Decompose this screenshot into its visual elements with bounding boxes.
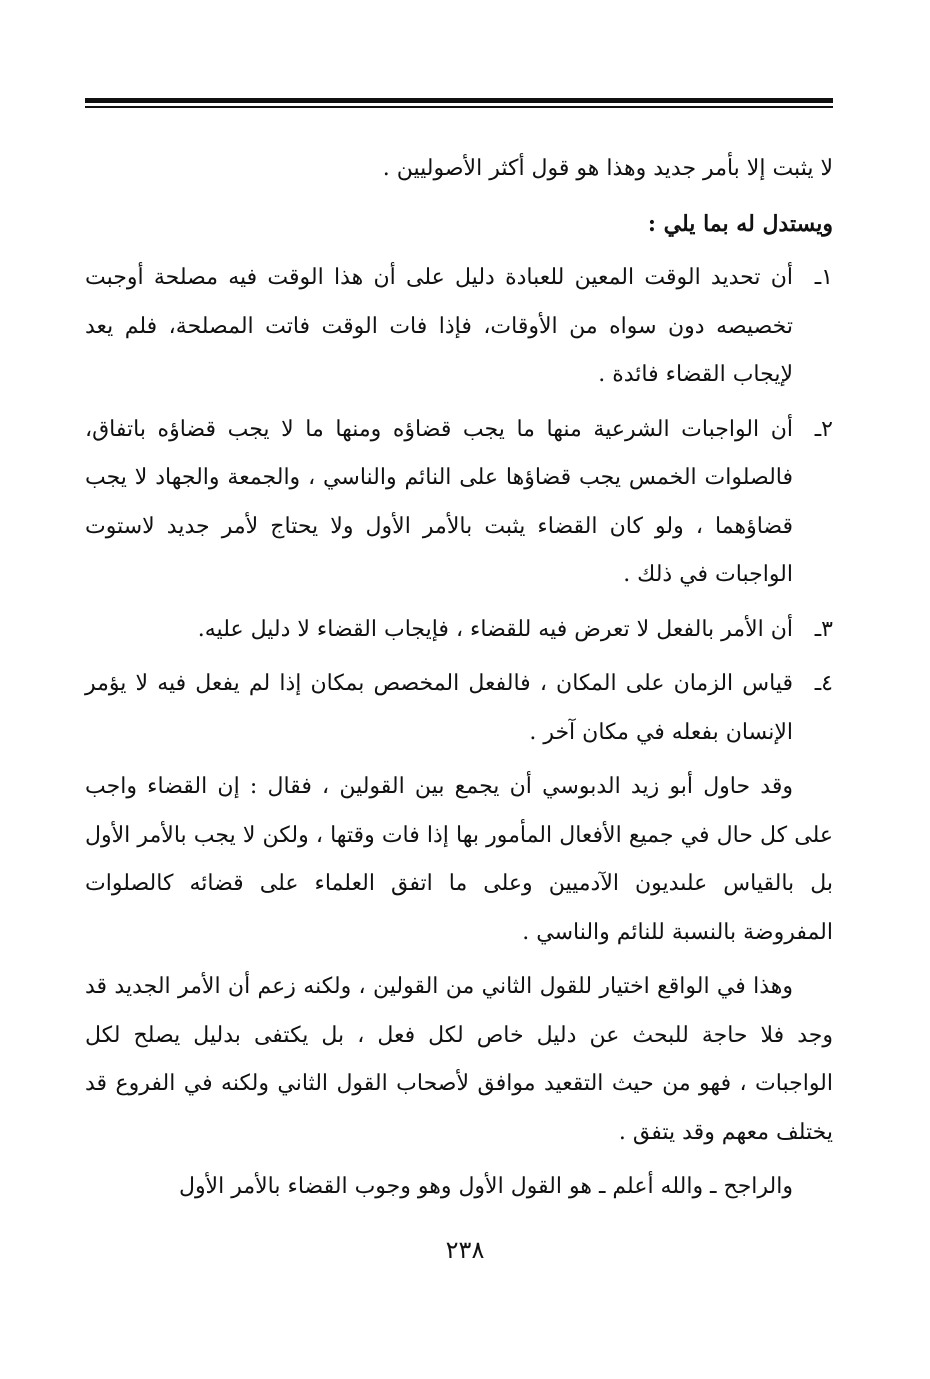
list-item-number: ١ـ <box>814 265 833 290</box>
list-item <box>85 660 833 757</box>
list-item-text: أن الواجبات الشرعية منها ما يجب قضاؤه ومنها ما لا يجب قضاؤه باتفاق، فالصلوات الخمس يجب قضاؤها على النائم والناسي ، والجمعة والجهاد لا يجب قضاؤهما ، ولو كان القضاء يثبت بالأمر الأول ولا يحتاج لأمر جديد لاستوت الواجبات في ذلك . <box>85 416 793 587</box>
list-item-text: أن الأمر بالفعل لا تعرض فيه للقضاء ، فإيجاب القضاء لا دليل عليه. <box>197 616 793 642</box>
paragraph: وهذا في الواقع اختيار للقول الثاني من القولين ، ولكنه زعم أن الأمر الجديد قد وجد فلا حاجة للبحث عن دليل خاص لكل فعل ، بل يكتفى بدليل يصلح لكل الواجبات ، فهو من حيث التقعيد موافق لأصحاب القول الثاني ولكنه في الفروع قد يختلف معهم وقد يتفق . <box>85 974 833 1145</box>
continuation-line: لا يثبت إلا بأمر جديد وهذا هو قول أكثر الأصوليين . <box>382 156 833 181</box>
list-item-number: ٤ـ <box>814 671 833 696</box>
header-rule-thick <box>85 98 833 103</box>
section-heading: ويستدل له بما يلي : <box>647 210 833 237</box>
list-item <box>85 406 833 600</box>
header-rule-thin <box>85 106 833 108</box>
paragraph: وقد حاول أبو زيد الدبوسي أن يجمع بين القولين ، فقال : إن القضاء واجب على كل حال في جميع الأفعال المأمور بها إذا فات وقتها ، ولكن لا يجب بالأمر الأول بل بالقياس علىديون الآدميين وعلى ما اتفق العلماء على قضائه كالصلوات المفروضة بالنسبة للنائم والناسي . <box>85 774 833 945</box>
paragraph: والراجح ـ والله أعلم ـ هو القول الأول وهو وجوب القضاء بالأمر الأول <box>178 1174 793 1199</box>
list-item <box>85 254 833 400</box>
page-number: ٢٣٨ <box>445 1236 485 1264</box>
list-item-text: أن تحديد الوقت المعين للعبادة دليل على أن هذا الوقت فيه مصلحة أوجبت تخصيصه دون سواه من الأوقات، فإذا فات الوقت فاتت المصلحة، فلم يعد لإيجاب القضاء فائدة . <box>85 265 793 387</box>
page-body <box>85 145 833 1218</box>
list-item-number: ٢ـ <box>814 416 833 442</box>
list-item-text: قياس الزمان على المكان ، فالفعل المخصص بمكان إذا لم يفعل فيه لا يؤمر الإنسان بفعله في مكان آخر . <box>85 671 793 745</box>
list-item-number: ٣ـ <box>814 616 833 642</box>
list-item <box>85 606 833 655</box>
